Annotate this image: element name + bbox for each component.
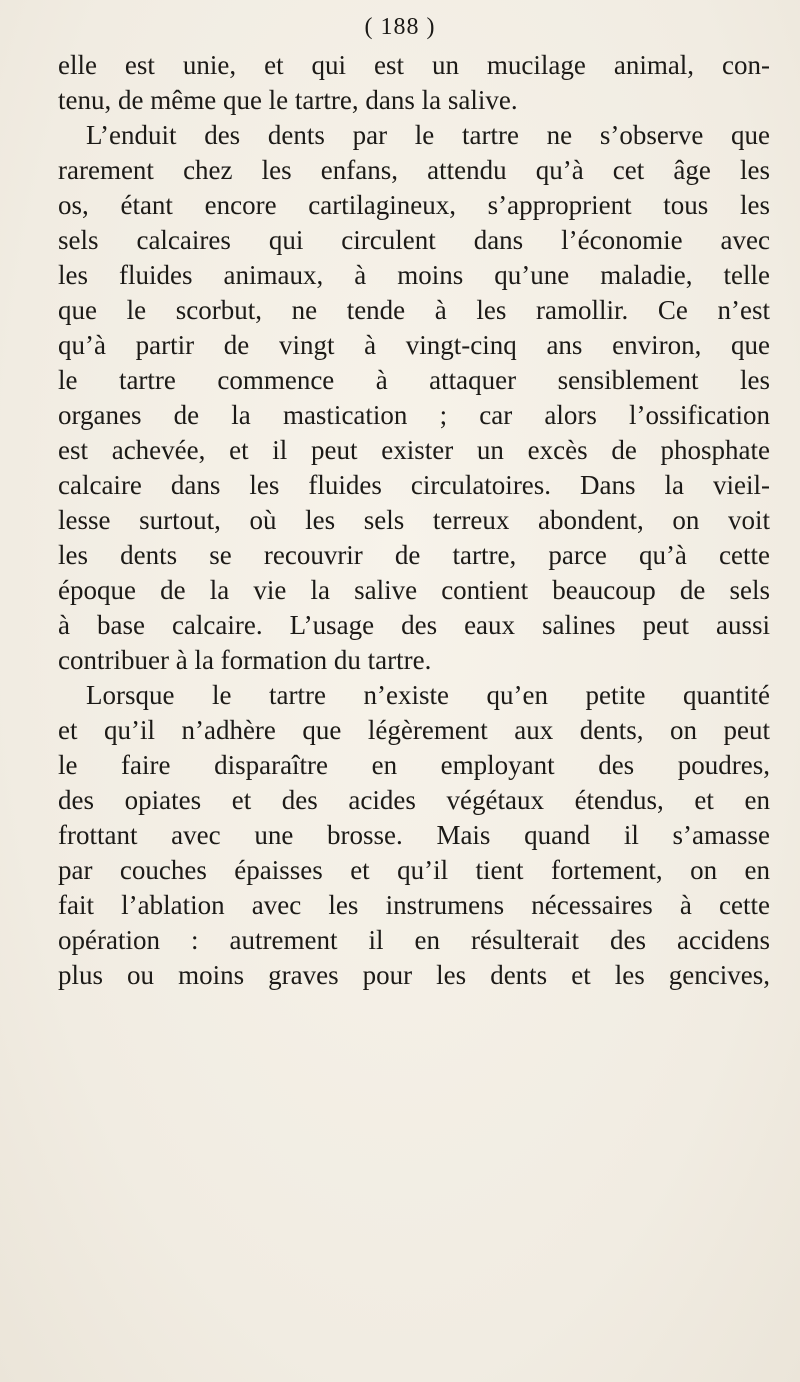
text-line: contribuer à la formation du tartre. — [58, 645, 432, 675]
text-line: à base calcaire. L’usage des eaux salines peut aussi — [58, 610, 770, 640]
text-line: lesse surtout, où les sels terreux abondent, on voit — [58, 505, 770, 535]
text-line: les fluides animaux, à moins qu’une maladie, telle — [58, 260, 770, 290]
text-line: plus ou moins graves pour les dents et les gencives, — [58, 960, 770, 990]
text-line: calcaire dans les fluides circulatoires. Dans la vieil- — [58, 470, 770, 500]
text-line: Lorsque le tartre n’existe qu’en petite quantité — [86, 680, 770, 710]
text-line: elle est unie, et qui est un mucilage animal, con- — [58, 50, 770, 80]
paragraph — [58, 48, 770, 118]
text-line: opération : autrement il en résulterait des accidens — [58, 925, 770, 955]
text-line: le tartre commence à attaquer sensiblement les — [58, 365, 770, 395]
text-line: organes de la mastication ; car alors l’ossification — [58, 400, 770, 430]
text-line: par couches épaisses et qu’il tient fortement, on en — [58, 855, 770, 885]
text-line: os, étant encore cartilagineux, s’approprient tous les — [58, 190, 770, 220]
text-line: époque de la vie la salive contient beaucoup de sels — [58, 575, 770, 605]
text-line: les dents se recouvrir de tartre, parce qu’à cette — [58, 540, 770, 570]
text-line: et qu’il n’adhère que légèrement aux dents, on peut — [58, 715, 770, 745]
text-line: tenu, de même que le tartre, dans la salive. — [58, 85, 518, 115]
text-line: L’enduit des dents par le tartre ne s’observe que — [86, 120, 770, 150]
text-line: sels calcaires qui circulent dans l’économie avec — [58, 225, 770, 255]
text-line: des opiates et des acides végétaux étendus, et en — [58, 785, 770, 815]
text-line: que le scorbut, ne tende à les ramollir. Ce n’est — [58, 295, 770, 325]
paragraph — [58, 678, 770, 993]
text-line: le faire disparaître en employant des poudres, — [58, 750, 770, 780]
text-line: qu’à partir de vingt à vingt-cinq ans environ, que — [58, 330, 770, 360]
paragraph — [58, 118, 770, 678]
body-text — [58, 48, 770, 993]
text-line: est achevée, et il peut exister un excès de phosphate — [58, 435, 770, 465]
text-line: fait l’ablation avec les instrumens nécessaires à cette — [58, 890, 770, 920]
page-number: ( 188 ) — [364, 14, 436, 40]
text-line: frottant avec une brosse. Mais quand il s’amasse — [58, 820, 770, 850]
text-line: rarement chez les enfans, attendu qu’à cet âge les — [58, 155, 770, 185]
